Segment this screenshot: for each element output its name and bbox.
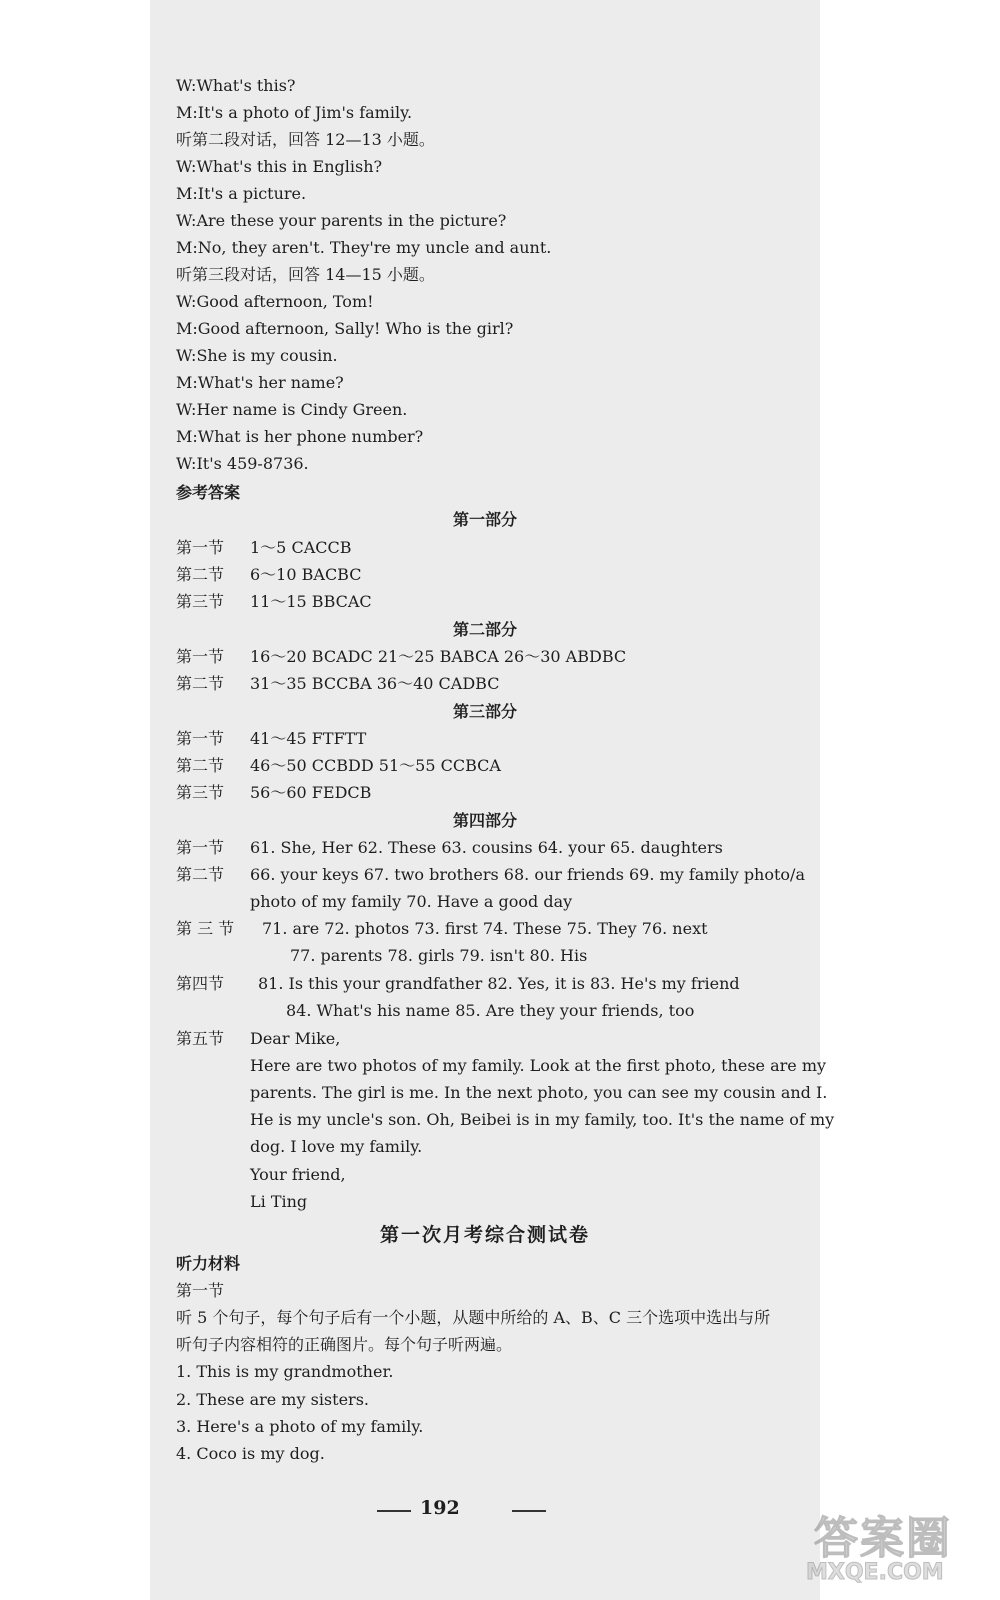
dialogue-line: M:Good afternoon, Sally! Who is the girl? <box>176 319 514 338</box>
watermark-logo: 答案圈 <box>814 1513 952 1564</box>
dialogue-line: W:It's 459-8736. <box>176 454 309 473</box>
answer-line: 41～45 FTFTT <box>250 729 367 748</box>
page-number: 192 <box>420 1497 460 1519</box>
answer-line: 71. are 72. photos 73. first 74. These 75. They 76. next <box>262 919 708 938</box>
sentence-line: 3. Here's a photo of my family. <box>176 1417 424 1436</box>
answers-title: 参考答案 <box>176 483 241 502</box>
page-number-dash <box>512 1510 546 1512</box>
dialogue-line: M:It's a photo of Jim's family. <box>176 103 413 122</box>
letter-line: Li Ting <box>250 1192 308 1211</box>
answer-line: 56～60 FEDCB <box>250 783 372 802</box>
answer-line: 61. She, Her 62. These 63. cousins 64. your 65. daughters <box>250 838 723 857</box>
dialogue-line: W:What's this? <box>176 76 296 95</box>
sentence-line: 1. This is my grandmother. <box>176 1362 394 1381</box>
dialogue-line: M:No, they aren't. They're my uncle and aunt. <box>176 238 552 257</box>
test-title: 第一次月考综合测试卷 <box>379 1224 590 1246</box>
answer-line: 84. What's his name 85. Are they your friends, too <box>286 1001 695 1020</box>
answer-line: 81. Is this your grandfather 82. Yes, it is 83. He's my friend <box>258 974 740 993</box>
answer-line: 11～15 BBCAC <box>250 592 372 611</box>
answer-line: 6～10 BACBC <box>250 565 362 584</box>
watermark-url: MXQE.COM <box>806 1560 944 1585</box>
letter-line: parents. The girl is me. In the next photo, you can see my cousin and I. <box>250 1083 828 1102</box>
sentence-line: 2. These are my sisters. <box>176 1390 369 1409</box>
watermark <box>806 1502 994 1594</box>
dialogue-line: M:What is her phone number? <box>176 427 424 446</box>
section-label: 第五节 <box>176 1029 225 1048</box>
dialogue-line: M:What's her name? <box>176 373 344 392</box>
section-label: 第二节 <box>176 756 225 775</box>
answer-line: 16～20 BCADC 21～25 BABCA 26～30 ABDBC <box>250 647 627 666</box>
letter-line: dog. I love my family. <box>250 1137 423 1156</box>
answer-line: 77. parents 78. girls 79. isn't 80. His <box>290 946 588 965</box>
section-label: 第三节 <box>176 592 225 611</box>
section-label: 第 三 节 <box>176 919 235 938</box>
listening-title: 听力材料 <box>176 1254 241 1273</box>
section-label: 第一节 <box>176 729 225 748</box>
section-label: 第一节 <box>176 838 225 857</box>
instruction-line: 听句子内容相符的正确图片。每个句子听两遍。 <box>176 1335 513 1354</box>
answer-line: 31～35 BCCBA 36～40 CADBC <box>250 674 500 693</box>
letter-line: Dear Mike, <box>250 1029 341 1048</box>
part-heading: 第三部分 <box>452 702 517 721</box>
part-heading: 第四部分 <box>452 811 517 830</box>
section-label: 第一节 <box>176 538 225 557</box>
section-label: 第二节 <box>176 565 225 584</box>
dialogue-line: W:What's this in English? <box>176 157 383 176</box>
letter-line: Your friend, <box>250 1165 346 1184</box>
section-heading: 听第三段对话，回答 14—15 小题。 <box>176 265 435 284</box>
answer-line: photo of my family 70. Have a good day <box>250 892 573 911</box>
section-label: 第三节 <box>176 783 225 802</box>
section-label: 第一节 <box>176 647 225 666</box>
dialogue-line: W:She is my cousin. <box>176 346 338 365</box>
dialogue-line: W:Good afternoon, Tom! <box>176 292 374 311</box>
instruction-line: 听 5 个句子，每个句子后有一个小题，从题中所给的 A、B、C 三个选项中选出与所 <box>176 1308 771 1327</box>
part-heading: 第一部分 <box>452 510 517 529</box>
page-number-dash <box>377 1510 411 1512</box>
answer-line: 66. your keys 67. two brothers 68. our friends 69. my family photo/a <box>250 865 805 884</box>
section-label: 第二节 <box>176 674 225 693</box>
sentence-line: 4. Coco is my dog. <box>176 1444 325 1463</box>
dialogue-line: M:It's a picture. <box>176 184 307 203</box>
section-label: 第二节 <box>176 865 225 884</box>
section-label: 第四节 <box>176 974 225 993</box>
letter-line: He is my uncle's son. Oh, Beibei is in my family, too. It's the name of my <box>250 1110 835 1129</box>
section-label: 第一节 <box>176 1281 225 1300</box>
part-heading: 第二部分 <box>452 620 517 639</box>
dialogue-line: W:Her name is Cindy Green. <box>176 400 408 419</box>
answer-line: 1～5 CACCB <box>250 538 352 557</box>
dialogue-line: W:Are these your parents in the picture? <box>176 211 507 230</box>
section-heading: 听第二段对话，回答 12—13 小题。 <box>176 130 435 149</box>
answer-line: 46～50 CCBDD 51～55 CCBCA <box>250 756 501 775</box>
letter-line: Here are two photos of my family. Look at the first photo, these are my <box>250 1056 827 1075</box>
